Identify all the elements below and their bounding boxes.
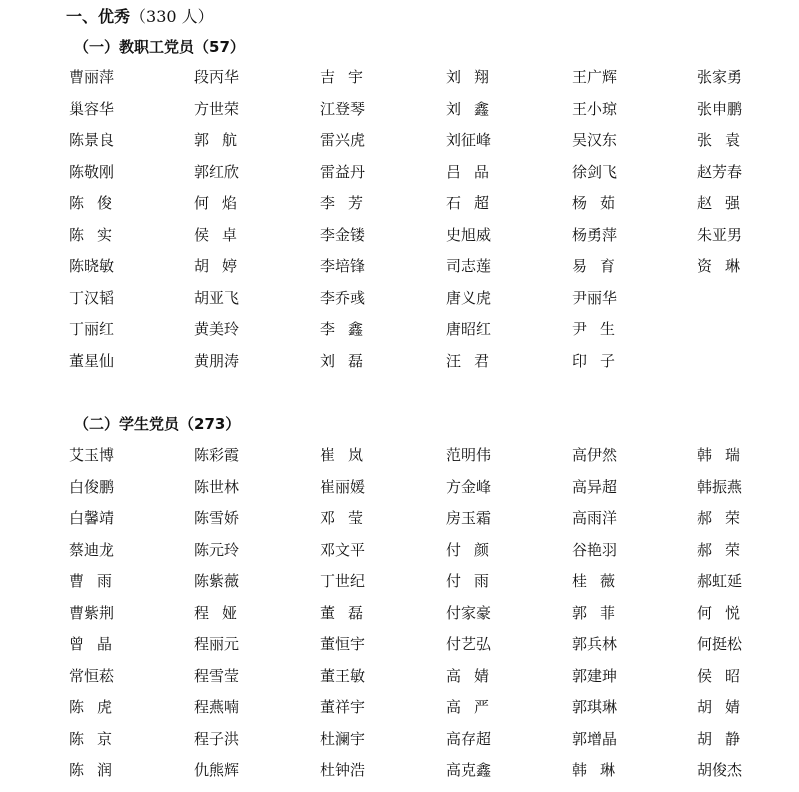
member-name: 杜澜宇 — [320, 729, 366, 748]
member-name: 程丽元 — [194, 635, 240, 653]
member-name: 侯昭 — [697, 666, 754, 685]
member-name: 郭航 — [194, 131, 251, 149]
member-name: 李芳 — [320, 194, 377, 212]
member-name: 董星仙 — [69, 351, 115, 370]
member-name: 何悦 — [697, 603, 754, 622]
member-name: 高异超 — [572, 477, 618, 496]
member-name: 陈雪娇 — [194, 509, 240, 527]
member-name: 白馨靖 — [69, 509, 115, 527]
member-name: 郭增晶 — [572, 729, 618, 748]
member-name: 胡俊杰 — [697, 761, 743, 779]
member-name: 付颜 — [446, 540, 503, 559]
member-name: 程燕喃 — [194, 698, 240, 716]
member-name: 程雪莹 — [194, 666, 240, 685]
member-name: 崔丽媛 — [320, 477, 366, 496]
member-name: 邓文平 — [320, 540, 366, 559]
member-name: 陈元玲 — [194, 540, 240, 559]
main-heading-count: （330 人） — [130, 7, 214, 26]
member-name: 郝荣 — [697, 509, 754, 527]
member-name: 胡婷 — [194, 257, 251, 275]
member-name: 张家勇 — [697, 68, 743, 86]
member-name: 杨茹 — [572, 194, 629, 212]
member-name: 汪君 — [446, 351, 503, 370]
member-name: 刘翔 — [446, 68, 503, 86]
member-name: 董磊 — [320, 603, 377, 622]
member-name: 郝虹延 — [697, 572, 743, 590]
member-name: 王广辉 — [572, 68, 618, 86]
member-name: 段丙华 — [194, 68, 240, 86]
member-name: 黄朋涛 — [194, 351, 240, 370]
member-name: 吕品 — [446, 162, 503, 181]
main-heading-title: 一、优秀 — [66, 7, 131, 26]
member-name: 何挺松 — [697, 635, 743, 653]
member-name: 石超 — [446, 194, 503, 212]
member-name: 陈紫薇 — [194, 572, 240, 590]
member-name: 雷兴虎 — [320, 131, 366, 149]
member-name: 吴汉东 — [572, 131, 618, 149]
member-name: 郭红欣 — [194, 162, 240, 181]
member-name: 胡静 — [697, 729, 754, 748]
member-name: 陈彩霞 — [194, 446, 240, 464]
member-name: 仇熊辉 — [194, 761, 240, 779]
member-name: 蔡迪龙 — [69, 540, 115, 559]
member-name: 李鑫 — [320, 320, 377, 338]
member-name: 陈京 — [69, 729, 126, 748]
member-name: 付艺弘 — [446, 635, 492, 653]
member-name: 韩振燕 — [697, 477, 743, 496]
member-name: 何焰 — [194, 194, 251, 212]
member-name: 陈俊 — [69, 194, 126, 212]
member-name: 曹雨 — [69, 572, 126, 590]
member-name: 王小琼 — [572, 99, 618, 118]
member-name: 黄美玲 — [194, 320, 240, 338]
member-name: 范明伟 — [446, 446, 492, 464]
member-name: 高雨洋 — [572, 509, 618, 527]
member-name: 朱亚男 — [697, 225, 743, 244]
member-name: 高婧 — [446, 666, 503, 685]
member-name: 丁汉韬 — [69, 288, 115, 307]
member-name: 高严 — [446, 698, 503, 716]
member-name: 刘鑫 — [446, 99, 503, 118]
member-name: 韩琳 — [572, 761, 629, 779]
member-name: 印子 — [572, 351, 629, 370]
member-name: 谷艳羽 — [572, 540, 618, 559]
member-name: 李培锋 — [320, 257, 366, 275]
member-name: 白俊鹏 — [69, 477, 115, 496]
member-name: 资琳 — [697, 257, 754, 275]
member-name: 韩瑞 — [697, 446, 754, 464]
member-name: 侯卓 — [194, 225, 251, 244]
member-name: 丁丽红 — [69, 320, 115, 338]
member-name: 赵强 — [697, 194, 754, 212]
member-name: 陈虎 — [69, 698, 126, 716]
member-name: 司志莲 — [446, 257, 492, 275]
member-name: 丁世纪 — [320, 572, 366, 590]
member-name: 刘征峰 — [446, 131, 492, 149]
member-name: 程子洪 — [194, 729, 240, 748]
member-name: 高存超 — [446, 729, 492, 748]
member-name: 刘磊 — [320, 351, 377, 370]
member-name: 郭建珅 — [572, 666, 618, 685]
member-name: 邓莹 — [320, 509, 377, 527]
member-name: 唐昭红 — [446, 320, 492, 338]
member-name: 尹丽华 — [572, 288, 618, 307]
section-heading-students: （二）学生党员（273） — [74, 415, 241, 433]
main-heading — [66, 4, 214, 27]
member-name: 董祥宇 — [320, 698, 366, 716]
member-name: 易育 — [572, 257, 629, 275]
member-name: 曾晶 — [69, 635, 126, 653]
member-name: 张袁 — [697, 131, 754, 149]
member-name: 方金峰 — [446, 477, 492, 496]
member-name: 董王敏 — [320, 666, 366, 685]
member-name: 巢容华 — [69, 99, 115, 118]
member-name: 付家豪 — [446, 603, 492, 622]
member-name: 陈世林 — [194, 477, 240, 496]
member-name: 郭琪琳 — [572, 698, 618, 716]
member-name: 赵芳春 — [697, 162, 743, 181]
member-name: 胡亚飞 — [194, 288, 240, 307]
member-name: 李乔彧 — [320, 288, 366, 307]
member-name: 高克鑫 — [446, 761, 492, 779]
member-name: 曹丽萍 — [69, 68, 115, 86]
member-name: 张申鹏 — [697, 99, 743, 118]
member-name: 杜钟浩 — [320, 761, 366, 779]
member-name: 陈润 — [69, 761, 126, 779]
member-name: 高伊然 — [572, 446, 618, 464]
member-name: 杨勇萍 — [572, 225, 618, 244]
member-name: 郭兵林 — [572, 635, 618, 653]
member-name: 江登琴 — [320, 99, 366, 118]
member-name: 吉宇 — [320, 68, 377, 86]
member-name: 陈景良 — [69, 131, 115, 149]
member-name: 曹紫荆 — [69, 603, 115, 622]
member-name: 陈晓敏 — [69, 257, 115, 275]
member-name: 胡婧 — [697, 698, 754, 716]
member-name: 陈实 — [69, 225, 126, 244]
member-name: 董恒宇 — [320, 635, 366, 653]
member-name: 桂薇 — [572, 572, 629, 590]
member-name: 艾玉博 — [69, 446, 115, 464]
member-name: 郭菲 — [572, 603, 629, 622]
member-name: 程娅 — [194, 603, 251, 622]
member-name: 尹生 — [572, 320, 629, 338]
member-name: 方世荣 — [194, 99, 240, 118]
section-heading-staff: （一）教职工党员（57） — [74, 38, 245, 56]
member-name: 房玉霜 — [446, 509, 492, 527]
member-name: 崔岚 — [320, 446, 377, 464]
member-name: 唐义虎 — [446, 288, 492, 307]
member-name: 李金镂 — [320, 225, 366, 244]
member-name: 付雨 — [446, 572, 503, 590]
member-name: 陈敬刚 — [69, 162, 115, 181]
member-name: 史旭威 — [446, 225, 492, 244]
member-name: 常恒菘 — [69, 666, 115, 685]
member-name: 徐剑飞 — [572, 162, 618, 181]
member-name: 雷益丹 — [320, 162, 366, 181]
member-name: 郝荣 — [697, 540, 754, 559]
